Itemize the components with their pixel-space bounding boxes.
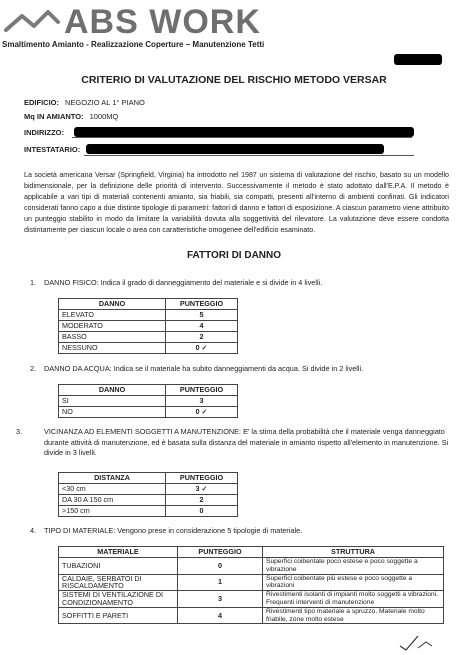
list-item: 3. VICINANZA AD ELEMENTI SOGGETTI A MANUTENZIONE: E' la stima della probabilità che il materiale venga danneggiato durante attività di manutenzione, ed è basata sulla distanza del materiale in amianto rispetto all'elemento in manutenzione. Si divide in 3 livelli.: [16, 427, 449, 457]
table-row: <30 cm 3 ✓: [59, 484, 238, 495]
table-header: MATERIALE: [59, 547, 178, 558]
table-header: DISTANZA: [59, 473, 166, 484]
section-title: FATTORI DI DANNO: [186, 250, 282, 261]
table-header: DANNO: [59, 299, 166, 310]
field-mq-label: Mq IN AMIANTO:: [24, 112, 84, 121]
list-item: 2. DANNO DA ACQUA: Indica se il materiale ha subito danneggiamenti da acqua. Si divide in 2 livelli.: [30, 364, 364, 373]
table-header: PUNTEGGIO: [166, 473, 238, 484]
field-mq: [24, 112, 118, 121]
list-item: 4. TIPO DI MATERIALE: Vengono prese in considerazione 5 tipologie di materiale.: [30, 526, 303, 535]
field-intestatario-label: INTESTATARIO:: [24, 145, 81, 154]
field-edificio-value: NEGOZIO AL 1° PIANO: [65, 98, 145, 107]
table-danno-fisico: [58, 298, 238, 354]
field-mq-value: 1000MQ: [89, 112, 119, 121]
handwritten-check-icon: [396, 630, 436, 652]
field-edificio: [24, 98, 145, 107]
tagline: Smaltimento Amianto - Realizzazione Coperture – Manutenzione Tetti: [2, 40, 265, 49]
table-header: PUNTEGGIO: [166, 385, 238, 396]
table-danno-acqua: [58, 384, 238, 418]
table-row: >150 cm 0: [59, 506, 238, 517]
field-edificio-label: EDIFICIO:: [24, 98, 59, 107]
list-item: 1. DANNO FISICO: Indica il grado di danneggiamento del materiale e si divide in 4 livelli.: [30, 278, 323, 287]
field-indirizzo-label: INDIRIZZO:: [24, 128, 64, 137]
table-distanza: [58, 472, 238, 517]
field-underline: [72, 137, 412, 138]
table-header: PUNTEGGIO: [178, 547, 263, 558]
table-row: SI 3: [59, 396, 238, 407]
table-row: SOFFITTI E PARETI 4 Rivestimenti tipo materiale a spruzzo. Materiale molto friabile, zone molto estese: [59, 607, 444, 624]
redaction-block: [74, 127, 414, 137]
document-title: CRITERIO DI VALUTAZIONE DEL RISCHIO METODO VERSAR: [81, 74, 387, 86]
table-row: BASSO 2: [59, 332, 238, 343]
check-icon: ✓: [201, 484, 208, 493]
intro-paragraph: La società americana Versar (Springfield, Virginia) ha introdotto nel 1987 un sistema di valutazione del rischio, basato su un modello bidimensionale, per la definizione delle priorità di intervento. Successivamente il metodo è stato adottato dall'E.P.A. Il metodo è applicabile a vari tipi di materiali contenenti amianto, sia friabili, sia compatti, presenti all'interno di ambienti confinati. Gli indicatori considerati fanno capo a due distinte tipologie di parametri: fattori di danno e fattori di esposizione. A ciascun parametro viene attribuito un punteggio stabilito in modo da limitare la variabilità dovuta alla soggettività del rilevatore. La valutazione deve essere condotta distintamente per ciascun locale o area con caratteristiche omogenee dell'edificio esaminato.: [24, 171, 449, 235]
table-header: STRUTTURA: [263, 547, 444, 558]
table-header: PUNTEGGIO: [166, 299, 238, 310]
logo-roof-icon: [4, 8, 60, 38]
table-row: NO 0 ✓: [59, 407, 238, 418]
redaction-block: [86, 144, 384, 154]
table-row: SISTEMI DI VENTILAZIONE DI CONDIZIONAMENTO 3 Rivestimenti isolanti di impianti molto soggetti a vibrazioni. Frequenti interventi di manutenzione: [59, 591, 444, 608]
table-row: DA 30 A 150 cm 2: [59, 495, 238, 506]
table-row: ELEVATO 5: [59, 310, 238, 321]
check-icon: ✓: [201, 343, 208, 352]
table-row: CALDAIE, SERBATOI DI RISCALDAMENTO 1 Superfici coibentate più estese e poco soggette a vibrazioni: [59, 574, 444, 591]
table-row: MODERATO 4: [59, 321, 238, 332]
redaction-block: [394, 54, 442, 65]
table-row: TUBAZIONI 0 Superfici coibentate poco estese e poco soggette a vibrazione: [59, 558, 444, 575]
logo-text: ABS WORK: [64, 3, 261, 41]
check-icon: ✓: [201, 407, 208, 416]
table-header: DANNO: [59, 385, 166, 396]
field-underline: [84, 155, 414, 156]
table-row: NESSUNO 0 ✓: [59, 343, 238, 354]
table-materiale: [58, 546, 444, 624]
